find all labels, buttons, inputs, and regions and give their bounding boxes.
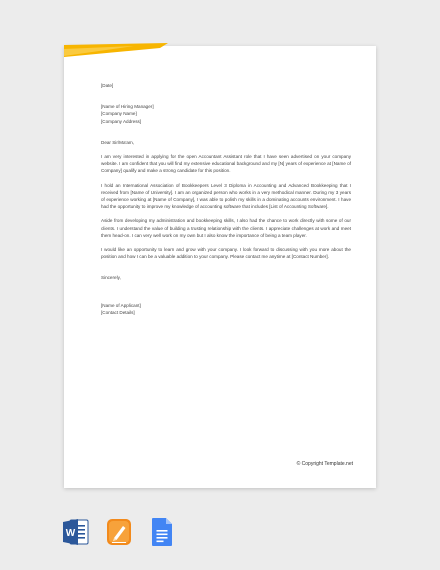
- google-docs-icon[interactable]: [149, 517, 175, 547]
- closing: Sincerely,: [101, 275, 121, 281]
- pages-icon[interactable]: [106, 517, 132, 547]
- format-icons: [63, 517, 175, 547]
- paragraph-1: I am very interested in applying for the open Accountant Assistant role that I have seen advertised on your company website. I am confident that you will find my extensive educational background and my [N] years of experience at [Name of Company] qualify and make a strong candidate for this position.: [101, 154, 351, 174]
- recipient-company: [Company Name]: [101, 111, 137, 117]
- copyright-text: © Copyright Template.net: [296, 461, 353, 467]
- salutation: Dear Sir/Ma'am,: [101, 139, 135, 145]
- letter-date: [Date]: [101, 83, 114, 88]
- svg-text:W: W: [65, 528, 76, 539]
- paragraph-3: Aside from developing my administration and bookkeeping skills, I also had the chance to work directly with some of our clients. I understand the value of building a trusting relationship with the clients. I appreciate challenges at work and meet them head-on. I can very well work on my own but I also know the importance of being a team player.: [101, 218, 351, 238]
- recipient-address: [Company Address]: [101, 118, 142, 124]
- signature-contact: [Contact Details]: [101, 309, 135, 315]
- paragraph-2: I hold an International Association of Bookkeepers Level 3 Diploma in Accounting and Advanced Bookkeeping that I received from [Name of University]. I am an organized person who works in a very methodical manner. During my 3 years of experience working at [Name of Company], I was able to polish my skills in a dominating accounts environment. I have had the opportunity to improve my knowledge of accounting software that includes [List of Accounting Software].: [101, 182, 351, 210]
- accent-stripe: [64, 43, 168, 57]
- letter-page: [64, 46, 376, 488]
- paragraph-4: I would like an opportunity to learn and grow with your company. I look forward to discussing with you more about the position and how I can be a valuable addition to your company. Please contact me anytime at [Contact Number].: [101, 247, 351, 260]
- letter-body: [101, 82, 351, 316]
- recipient-name: [Name of Hiring Manager]: [101, 104, 154, 110]
- word-icon[interactable]: [63, 517, 89, 547]
- signature-name: [Name of Applicant]: [101, 302, 141, 308]
